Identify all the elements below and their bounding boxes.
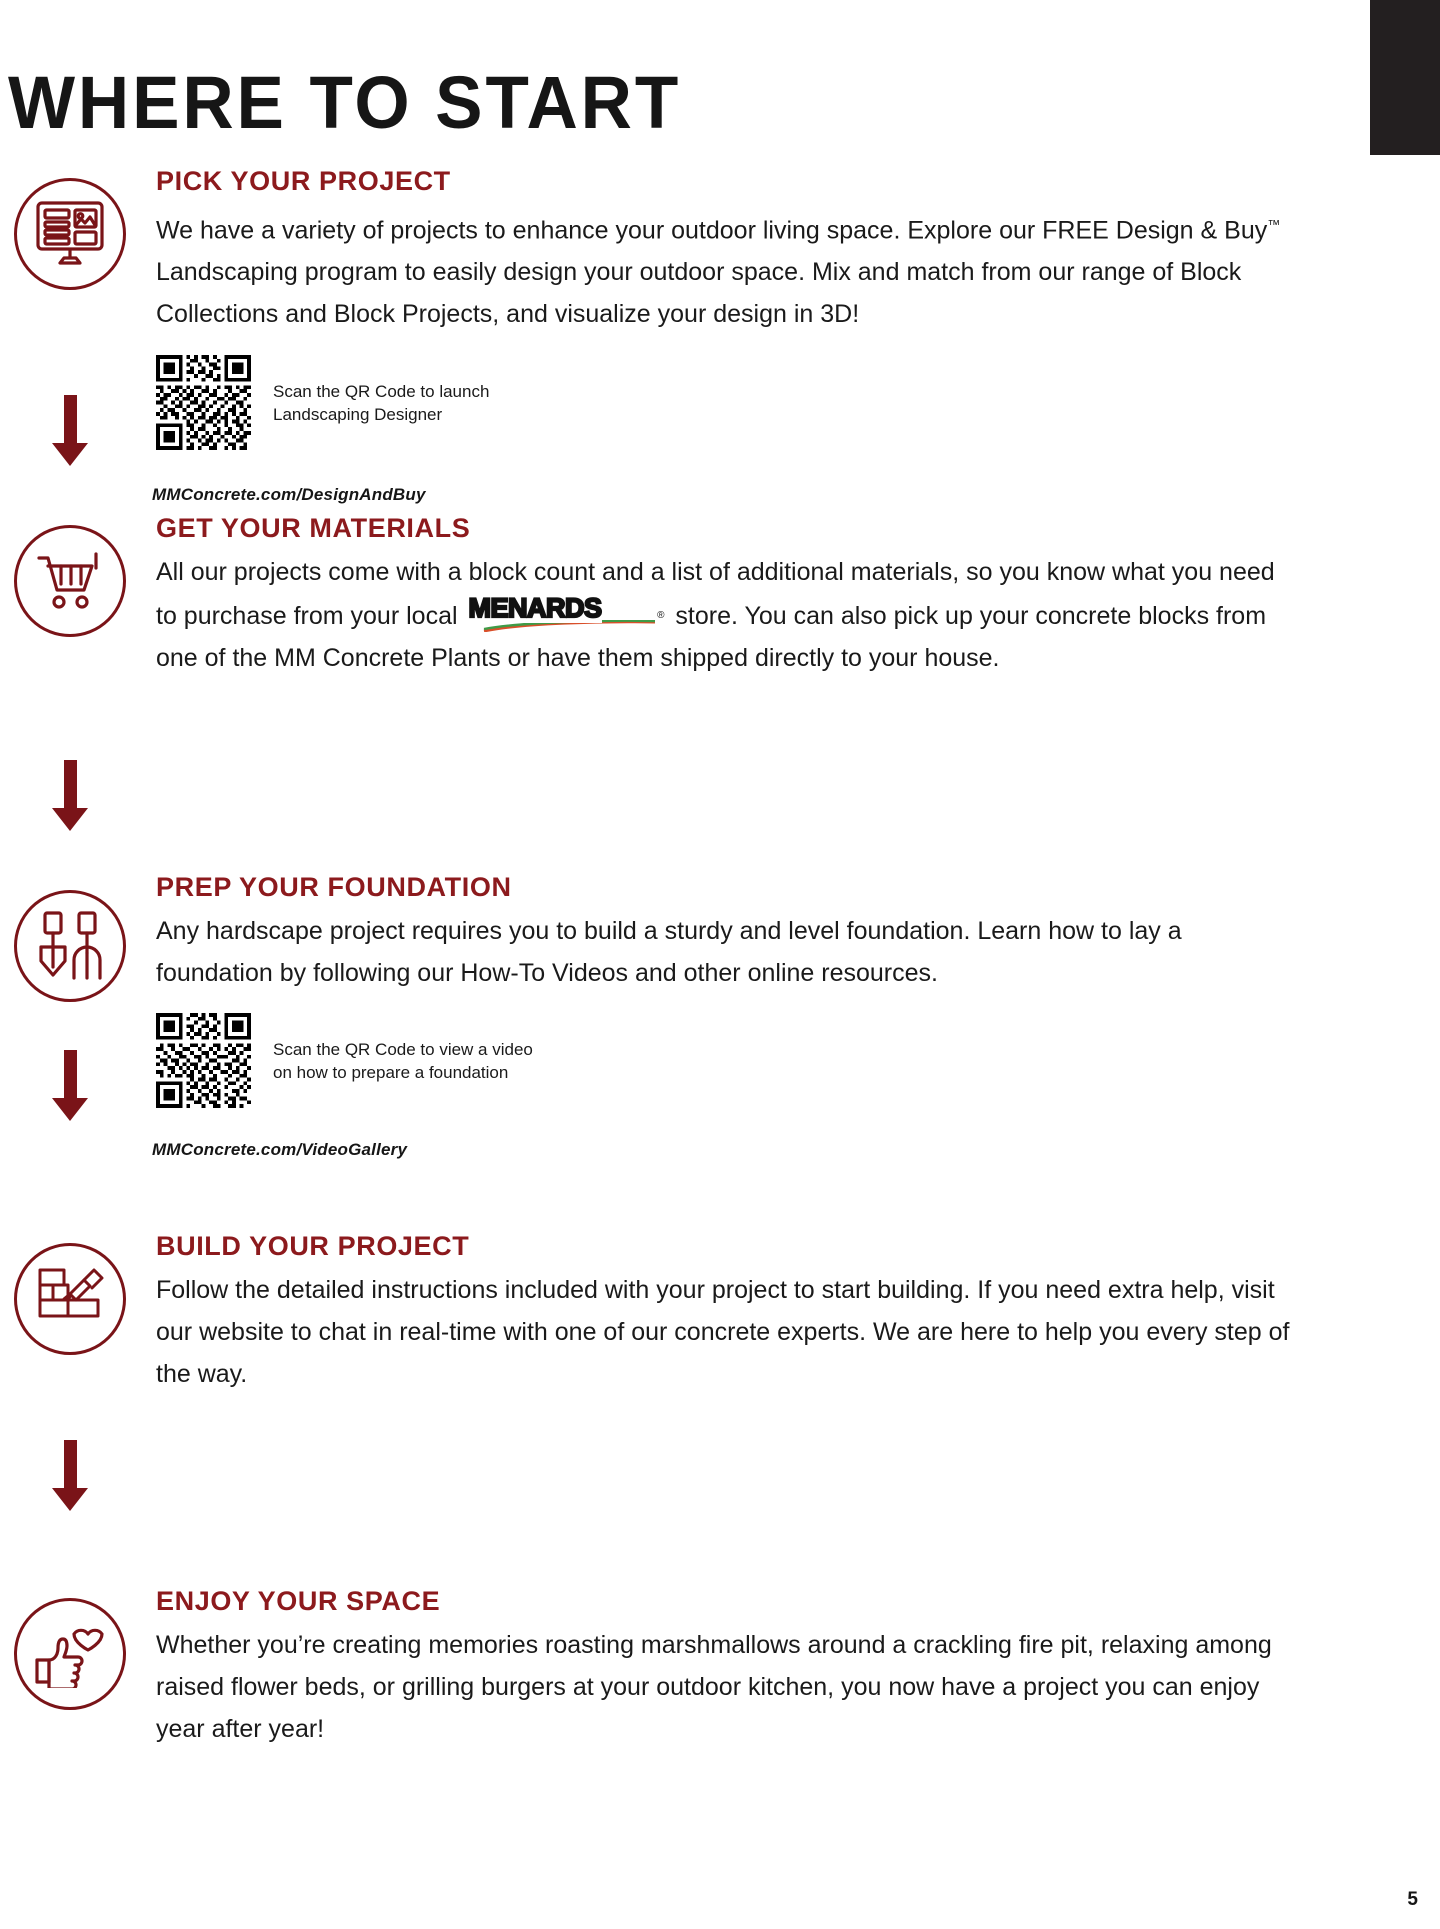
step-heading: PREP YOUR FOUNDATION	[156, 872, 512, 902]
trademark-symbol: ™	[1267, 217, 1281, 232]
qr-block-video-gallery	[156, 1013, 533, 1108]
step-heading: ENJOY YOUR SPACE	[156, 1586, 441, 1616]
step-body-pick-your-project	[156, 166, 1291, 335]
step-heading: GET YOUR MATERIALS	[156, 513, 471, 543]
step-paragraph-part1: All our projects come with a block count and a list of additional materials, so you know what you need to purchase from your local	[156, 558, 1275, 630]
flow-arrow-4	[52, 1440, 88, 1511]
flow-arrow-2	[52, 760, 88, 831]
menards-wordmark: MENARDS	[468, 593, 602, 623]
qr-url-video-gallery[interactable]: MMConcrete.com/VideoGallery	[152, 1140, 408, 1159]
qr-block-design-and-buy	[156, 355, 489, 450]
step-paragraph: Any hardscape project requires you to build a sturdy and level foundation. Learn how to lay a foundation by following our How-To Videos and other online resources.	[156, 917, 1182, 987]
step-paragraph-part2: Landscaping program to easily design your outdoor space. Mix and match from our range of Block Collections and Block Projects, and visualize your design in 3D!	[156, 258, 1242, 329]
shovel-fork-tools-icon	[14, 890, 126, 1002]
step-body-build-your-project	[156, 1231, 1291, 1395]
monitor-design-icon	[14, 178, 126, 290]
step-body-get-your-materials	[156, 513, 1291, 679]
page-number: 5	[1407, 1889, 1418, 1910]
qr-caption-line1: Scan the QR Code to view a video	[273, 1039, 533, 1059]
menards-logo	[468, 593, 664, 629]
thumbs-up-heart-icon	[14, 1598, 126, 1710]
step-heading: PICK YOUR PROJECT	[156, 166, 451, 196]
step-paragraph: Follow the detailed instructions included with your project to start building. If you need extra help, visit our website to chat in real-time with one of our concrete experts. We are here to help you every step of the way.	[156, 1276, 1290, 1388]
qr-caption	[273, 1038, 533, 1084]
bricks-caulk-gun-icon	[14, 1243, 126, 1355]
step-paragraph	[156, 204, 1291, 335]
qr-caption-line2: on how to prepare a foundation	[273, 1062, 509, 1082]
qr-caption-line2: Landscaping Designer	[273, 404, 443, 424]
registered-mark: ®	[657, 610, 665, 621]
qr-code-image[interactable]	[156, 355, 251, 450]
qr-url-design-and-buy[interactable]: MMConcrete.com/DesignAndBuy	[152, 485, 426, 504]
step-heading: BUILD YOUR PROJECT	[156, 1231, 470, 1261]
flow-arrow-3	[52, 1050, 88, 1121]
qr-caption	[273, 380, 489, 426]
flow-arrow-1	[52, 395, 88, 466]
shopping-cart-icon	[14, 525, 126, 637]
qr-code-image[interactable]	[156, 1013, 251, 1108]
step-body-enjoy-your-space	[156, 1586, 1291, 1750]
qr-caption-line1: Scan the QR Code to launch	[273, 381, 490, 401]
page-title: WHERE TO START	[8, 61, 682, 144]
step-paragraph-part1: We have a variety of projects to enhance your outdoor living space. Explore our FREE Design & Buy	[156, 216, 1268, 245]
corner-tab-decoration	[1370, 0, 1440, 155]
step-body-prep-your-foundation	[156, 872, 1291, 994]
step-paragraph-part2: store. You can also pick up your concrete blocks from one of the MM Concrete Plants or have them shipped directly to your house.	[156, 602, 1267, 672]
step-paragraph: Whether you’re creating memories roasting marshmallows around a crackling fire pit, relaxing among raised flower beds, or grilling burgers at your outdoor kitchen, you now have a project you can enjoy year after year!	[156, 1631, 1272, 1743]
step-paragraph	[156, 551, 1291, 679]
